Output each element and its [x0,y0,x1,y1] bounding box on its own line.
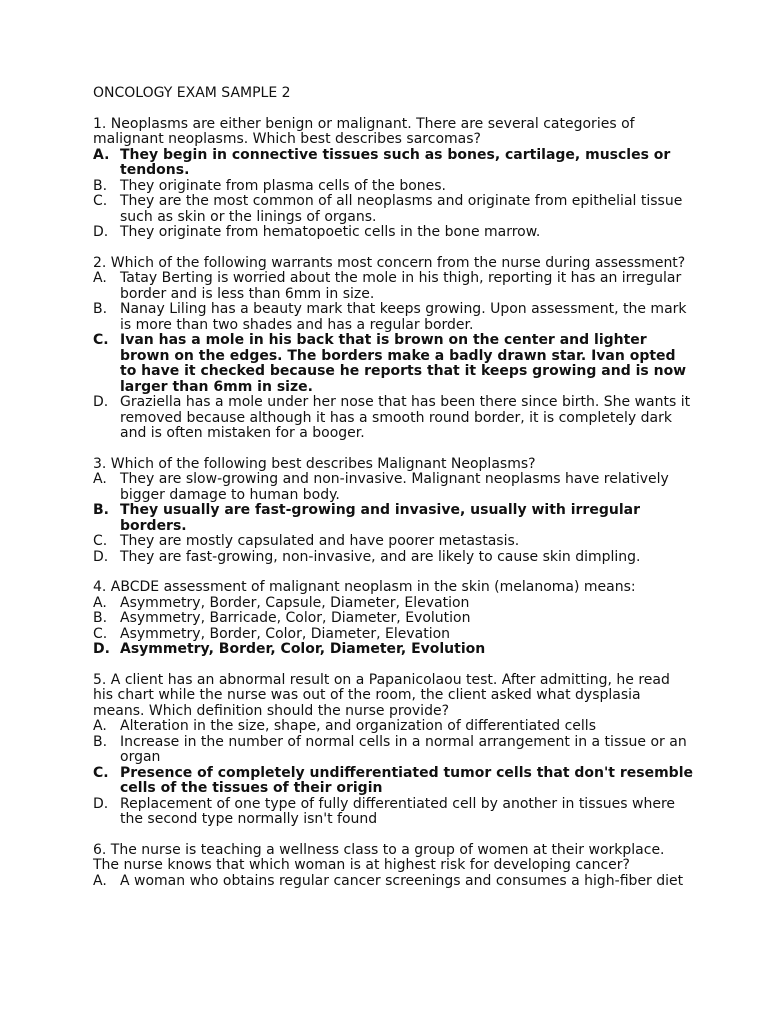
option-a [93,719,693,735]
option-letter: C. [93,193,108,209]
option-text: Alteration in the size, shape, and organization of differentiated cells [120,718,596,734]
option-c [93,534,693,550]
option-c [93,627,693,643]
question-stem: 1. Neoplasms are either benign or malignant. There are several categories of malignant neoplasms. Which best describes sarcomas? [93,115,635,147]
option-letter: B. [93,301,108,317]
option-b [93,302,693,333]
option-a [93,271,693,302]
option-letter: D. [93,224,109,240]
option-letter: A. [93,594,107,611]
options-list [93,271,693,442]
options-list [93,596,693,658]
option-letter: B. [93,733,108,750]
option-d [93,797,693,828]
question-2 [93,256,693,442]
option-text: They are slow-growing and non-invasive. Malignant neoplasms have relatively bigger damage to human body. [120,471,669,503]
option-text: Tatay Berting is worried about the mole in his thigh, reporting it has an irregular border and is less than 6mm in size. [120,270,682,302]
option-letter: B. [93,502,109,518]
option-letter: D. [93,394,109,410]
option-letter: A. [93,270,107,286]
question-1 [93,117,693,241]
option-letter: D. [93,641,110,657]
question-stem: 5. A client has an abnormal result on a Papanicolaou test. After admitting, he read his chart while the nurse was out of the room, the client asked what dysplasia means. Which definition should the nurse provide? [93,671,670,719]
document-page [93,86,693,904]
option-text: Increase in the number of normal cells in a normal arrangement in a tissue or an organ [120,733,687,765]
option-letter: B. [93,177,108,194]
option-text: Ivan has a mole in his back that is brown on the center and lighter brown on the edges. The borders make a badly drawn star. Ivan opted to have it checked because he reports that it keeps growing and is now larger than 6mm in size. [120,332,687,395]
option-b [93,503,693,534]
option-text: They originate from plasma cells of the bones. [120,177,446,194]
option-d [93,395,693,442]
option-letter: C. [93,625,108,642]
option-a [93,472,693,503]
question-3 [93,457,693,566]
option-b [93,735,693,766]
option-letter: A. [93,872,107,889]
option-text: Asymmetry, Barricade, Color, Diameter, Evolution [120,610,471,626]
option-text: Asymmetry, Border, Color, Diameter, Elevation [120,625,451,642]
question-5 [93,673,693,828]
option-d [93,225,693,241]
option-d [93,642,693,658]
option-letter: A. [93,471,107,487]
option-text: Asymmetry, Border, Capsule, Diameter, Elevation [120,594,470,611]
option-text: They are fast-growing, non-invasive, and are likely to cause skin dimpling. [120,548,641,565]
question-6 [93,843,693,890]
option-b [93,611,693,627]
option-text: Replacement of one type of fully differentiated cell by another in tissues where the second type normally isn't found [120,795,676,827]
option-letter: B. [93,610,108,626]
document-title: ONCOLOGY EXAM SAMPLE 2 [93,85,291,101]
option-d [93,550,693,566]
option-b [93,179,693,195]
options-list [93,472,693,565]
option-c [93,766,693,797]
option-a [93,148,693,179]
option-text: They originate from hematopoetic cells in the bone marrow. [120,224,541,240]
option-text: Presence of completely undifferentiated tumor cells that don't resemble cells of the tissues of their origin [120,764,693,796]
option-letter: D. [93,548,109,565]
options-list [93,874,693,890]
options-list [93,148,693,241]
option-text: Nanay Liling has a beauty mark that keeps growing. Upon assessment, the mark is more than two shades and has a regular border. [120,301,687,333]
option-a [93,596,693,612]
option-letter: D. [93,795,109,812]
option-letter: C. [93,764,109,781]
question-4 [93,580,693,658]
option-text: Asymmetry, Border, Color, Diameter, Evolution [120,641,486,657]
option-text: They usually are fast-growing and invasive, usually with irregular borders. [120,502,640,534]
option-letter: C. [93,332,109,348]
option-text: They are the most common of all neoplasms and originate from epithelial tissue such as skin or the linings of organs. [120,193,683,225]
option-letter: C. [93,533,108,549]
option-letter: A. [93,718,107,734]
question-stem: 3. Which of the following best describes Malignant Neoplasms? [93,455,536,472]
options-list [93,719,693,828]
option-c [93,194,693,225]
option-c [93,333,693,395]
option-a [93,874,693,890]
option-text: They begin in connective tissues such as bones, cartilage, muscles or tendons. [120,146,671,178]
question-stem: 6. The nurse is teaching a wellness class to a group of women at their workplace. The nurse knows that which woman is at highest risk for developing cancer? [93,841,665,873]
option-text: Graziella has a mole under her nose that has been there since birth. She wants it removed because although it has a smooth round border, it is completely dark and is often mistaken for a booger. [120,394,691,441]
option-text: A woman who obtains regular cancer screenings and consumes a high-fiber diet [120,872,684,889]
option-text: They are mostly capsulated and have poorer metastasis. [120,533,520,549]
question-stem: 2. Which of the following warrants most concern from the nurse during assessment? [93,254,686,271]
question-stem: 4. ABCDE assessment of malignant neoplasm in the skin (melanoma) means: [93,579,636,595]
option-letter: A. [93,146,110,163]
